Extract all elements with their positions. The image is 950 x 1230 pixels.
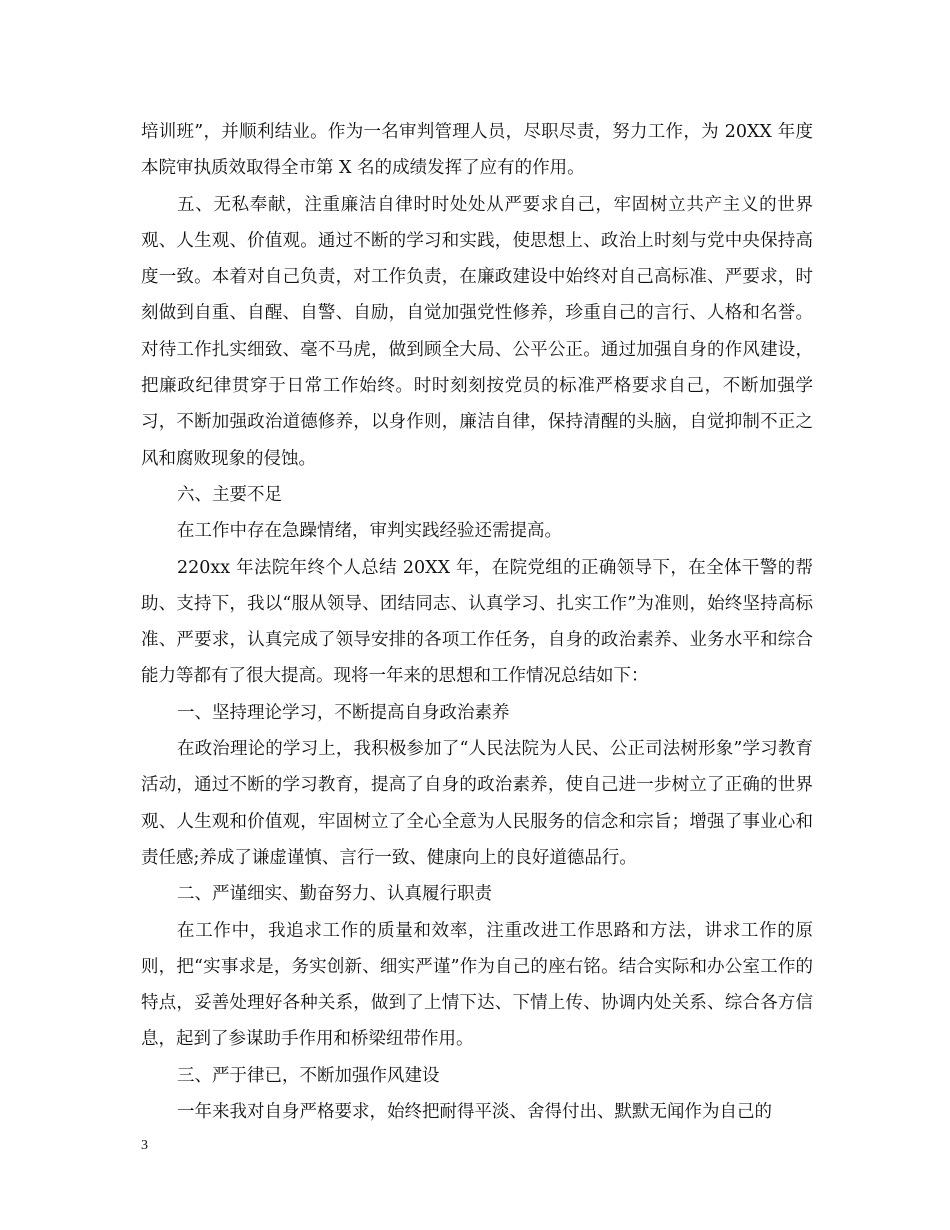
heading-2: 二、严谨细实、勤奋努力、认真履行职责 — [177, 884, 492, 905]
paragraph-5: 在政治理论的学习上，我积极参加了“人民法院为人民、公正司法树形象”学习教育活动，通过不断的学习教育，提高了自身的政治素养，使自己进一步树立了正确的世界观、人生观和价值观，牢固树立了全心全意为人民服务的信念和宗旨；增强了事业心和责任感;养成了谦虚谨慎、言行一致、健康向上的良好道德品行。 — [141, 739, 813, 868]
heading-1: 一、坚持理论学习，不断提高自身政治素养 — [177, 702, 510, 723]
paragraph-3: 在工作中存在急躁情绪，审判实践经验还需提高。 — [177, 521, 562, 542]
paragraph-6: 在工作中，我追求工作的质量和效率，注重改进工作思路和方法，讲求工作的原则，把“实事求是，务实创新、细实严谨”作为自己的座右铭。结合实际和办公室工作的特点，妥善处理好各种关系，做到了上情下达、下情上传、协调内处关系、综合各方信息，起到了参谋助手作用和桥梁纽带作用。 — [141, 920, 813, 1050]
heading-6: 六、主要不足 — [177, 484, 282, 505]
paragraph-1: 培训班”，并顺利结业。作为一名审判管理人员，尽职尽责，努力工作，为 20XX 年度本院审执质效取得全市第 X 名的成绩发挥了应有的作用。 — [141, 122, 813, 179]
page-number: 3 — [141, 1138, 148, 1153]
paragraph-7: 一年来我对自身严格要求，始终把耐得平淡、舍得付出、默默无闻作为自己的 — [177, 1102, 772, 1123]
heading-3: 三、严于律已，不断加强作风建设 — [177, 1065, 440, 1086]
body-text — [141, 114, 813, 1130]
paragraph-4: 220xx 年法院年终个人总结 20XX 年，在院党组的正确领导下，在全体干警的帮助、支持下，我以“服从领导、团结同志、认真学习、扎实工作”为准则，始终坚持高标准、严要求，认真完成了领导安排的各项工作任务，自身的政治素养、业务水平和综合能力等都有了很大提高。现将一年来的思想和工作情况总结如下： — [141, 557, 813, 687]
paragraph-2: 五、无私奉献，注重廉洁自律时时处处从严要求自己，牢固树立共产主义的世界观、人生观、价值观。通过不断的学习和实践，使思想上、政治上时刻与党中央保持高度一致。本着对自己负责，对工作负责，在廉政建设中始终对自己高标准、严要求，时刻做到自重、自醒、自警、自励，自觉加强党性修养，珍重自己的言行、人格和名誉。对待工作扎实细致、毫不马虎，做到顾全大局、公平公正。通过加强自身的作风建设，把廉政纪律贯穿于日常工作始终。时时刻刻按党员的标准严格要求自己，不断加强学习，不断加强政治道德修养，以身作则，廉洁自律，保持清醒的头脑，自觉抑制不正之风和腐败现象的侵蚀。 — [141, 194, 813, 469]
